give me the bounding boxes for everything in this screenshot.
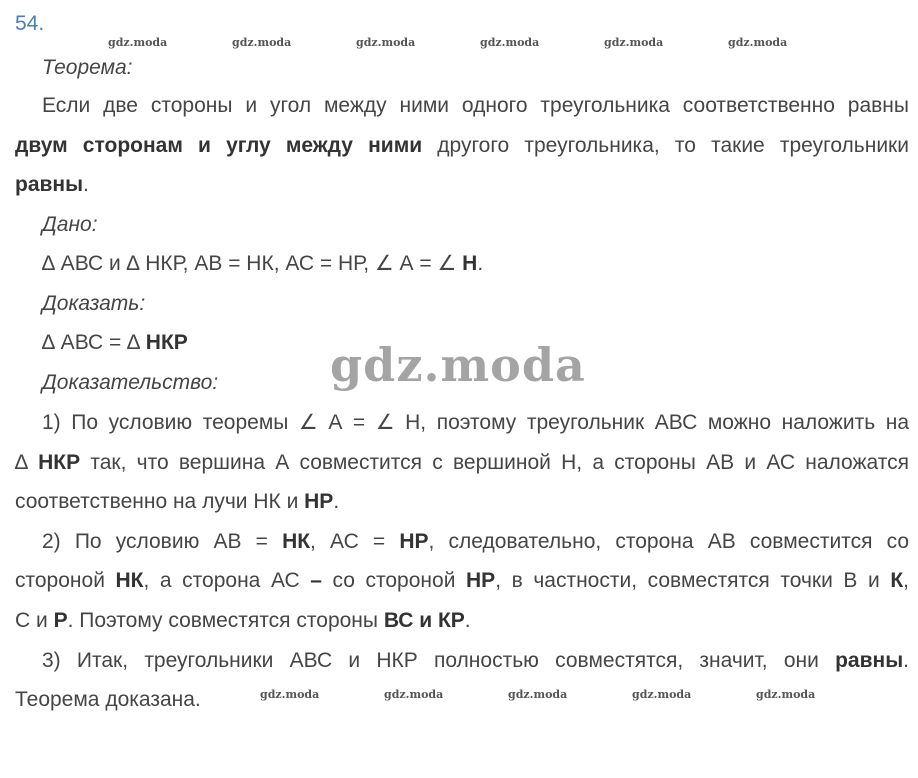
- proof-3-line-2: Теорема доказана.: [15, 688, 201, 711]
- proof-3-line-1: 3) Итак, треугольники АВС и НКР полностью совместятся, значит, они равны.: [42, 649, 909, 672]
- exercise-number: 54.: [15, 12, 45, 35]
- watermark: gdz.moda: [728, 36, 788, 49]
- prove-label: Доказать:: [42, 292, 146, 315]
- watermark-large: gdz.moda: [330, 338, 586, 392]
- watermark: gdz.moda: [108, 36, 168, 49]
- given-text: ∆ АВС и ∆ НКР, АВ = НК, АС = НР, ∠ А = ∠ Н.: [42, 252, 484, 275]
- watermark: gdz.moda: [632, 688, 692, 701]
- watermark: gdz.moda: [508, 688, 568, 701]
- proof-2-line-3: С и Р. Поэтому совместятся стороны ВС и КР.: [15, 609, 471, 632]
- watermark: gdz.moda: [260, 688, 320, 701]
- watermark: gdz.moda: [356, 36, 416, 49]
- proof-2-line-1: 2) По условию АВ = НК, АС = НР, следовательно, сторона АВ совместится со: [42, 530, 910, 553]
- given-label: Дано:: [42, 213, 98, 236]
- proof-1-line-2: ∆ НКР так, что вершина А совместится с вершиной Н, а стороны АВ и АС наложатся: [15, 451, 909, 474]
- theorem-line-3: равны.: [15, 173, 89, 196]
- watermark: gdz.moda: [232, 36, 292, 49]
- proof-1-line-1: 1) По условию теоремы ∠ А = ∠ Н, поэтому треугольник АВС можно наложить на: [42, 411, 909, 434]
- theorem-label: Теорема:: [42, 56, 133, 79]
- theorem-line-2: двум сторонам и углу между ними другого треугольника, то такие треугольники: [15, 134, 909, 157]
- proof-1-line-3: соответственно на лучи НК и НР.: [15, 490, 340, 513]
- proof-2-line-2: стороной НК, а сторона АС – со стороной НР, в частности, совместятся точки В и К,: [15, 569, 909, 592]
- watermark: gdz.moda: [756, 688, 816, 701]
- proof-label: Доказательство:: [42, 371, 219, 394]
- watermark: gdz.moda: [604, 36, 664, 49]
- watermark: gdz.moda: [480, 36, 540, 49]
- prove-text: ∆ АВС = ∆ НКР: [42, 331, 188, 354]
- theorem-line-1: Если две стороны и угол между ними одного треугольника соответственно равны: [42, 94, 909, 117]
- watermark: gdz.moda: [384, 688, 444, 701]
